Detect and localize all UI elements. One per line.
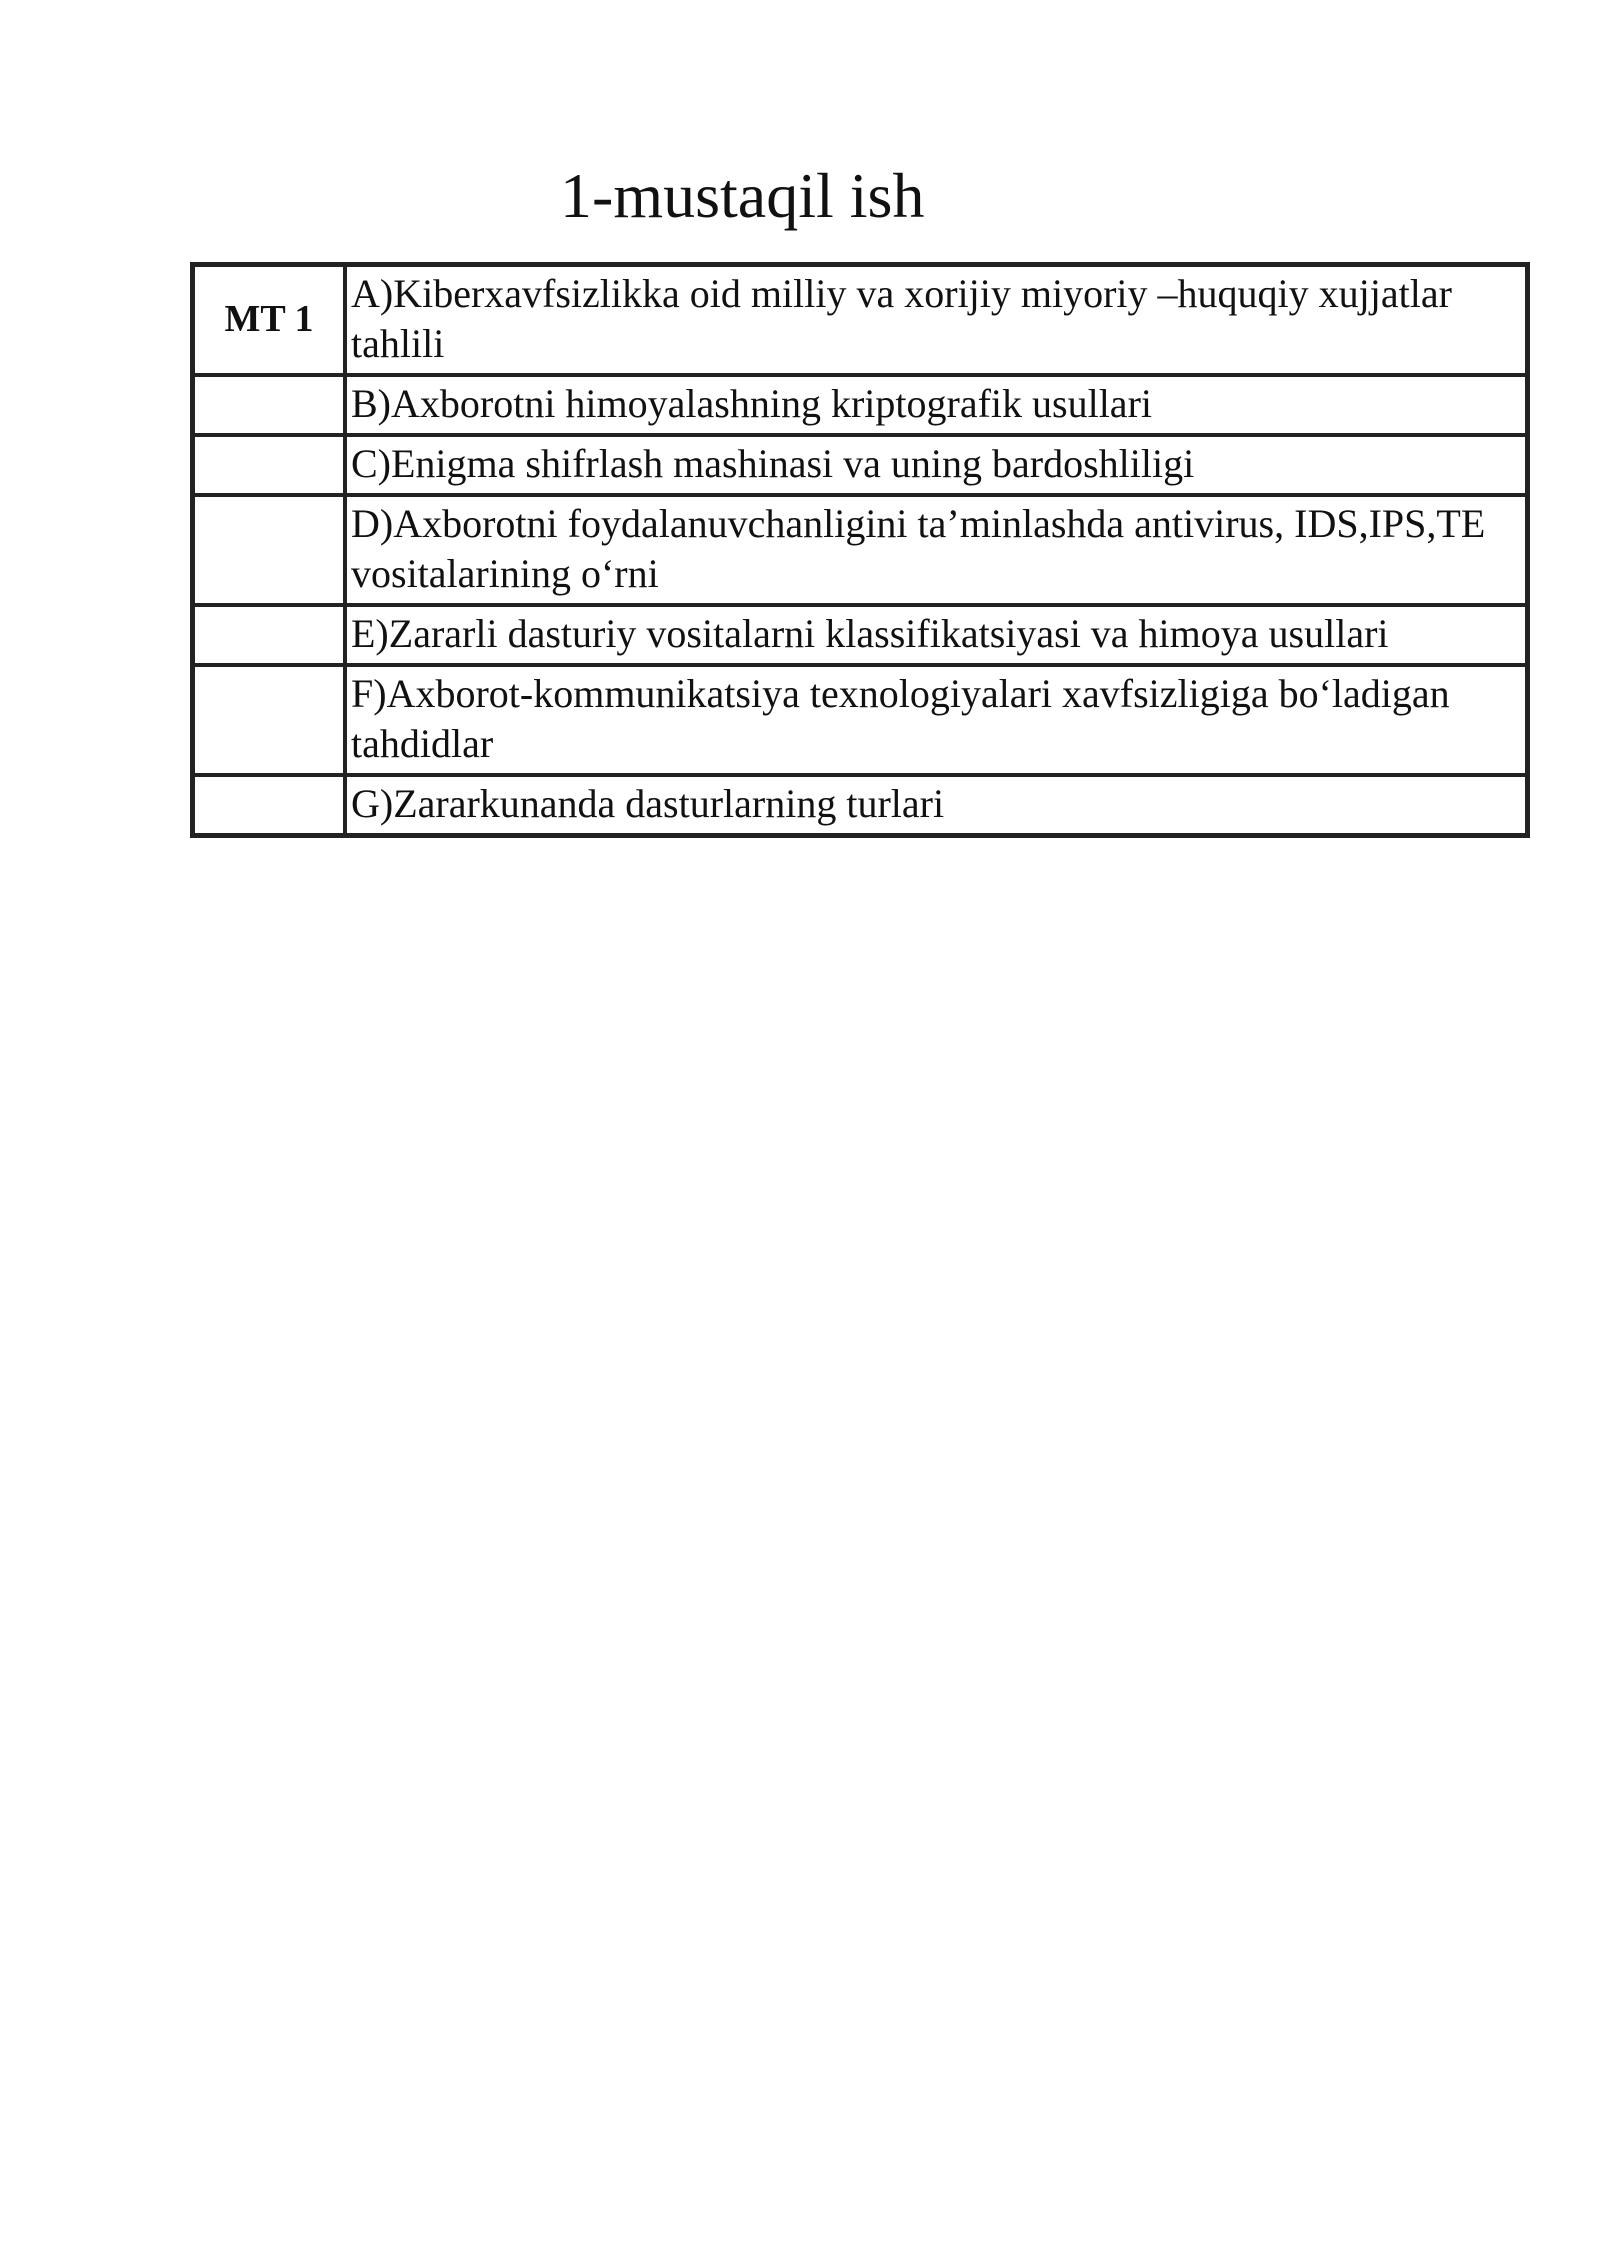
page-title: 1-mustaqil ish bbox=[560, 160, 925, 231]
topic-cell: B)Axborotni himoyalashning kriptografik usullari bbox=[345, 375, 1527, 435]
code-cell: MT 1 bbox=[193, 265, 345, 375]
table-row bbox=[193, 775, 1527, 835]
code-cell bbox=[193, 775, 345, 835]
table-row bbox=[193, 665, 1527, 775]
code-cell bbox=[193, 435, 345, 495]
code-cell bbox=[193, 665, 345, 775]
topic-cell: F)Axborot-kommunikatsiya texnologiyalari xavfsizligiga bo‘ladigan tahdidlar bbox=[345, 665, 1527, 775]
table-row bbox=[193, 605, 1527, 665]
table-row bbox=[193, 495, 1527, 605]
table-row bbox=[193, 265, 1527, 375]
code-cell bbox=[193, 605, 345, 665]
topic-cell: A)Kiberxavfsizlikka oid milliy va xorijiy miyoriy –huquqiy xujjatlar tahlili bbox=[345, 265, 1527, 375]
code-cell bbox=[193, 495, 345, 605]
topic-cell: D)Axborotni foydalanuvchanligini ta’minlashda antivirus, IDS,IPS,TE vositalarining o‘rni bbox=[345, 495, 1527, 605]
topics-table bbox=[190, 262, 1530, 838]
table-row bbox=[193, 375, 1527, 435]
topic-cell: G)Zararkunanda dasturlarning turlari bbox=[345, 775, 1527, 835]
table-row bbox=[193, 435, 1527, 495]
topic-cell: E)Zararli dasturiy vositalarni klassifikatsiyasi va himoya usullari bbox=[345, 605, 1527, 665]
code-cell bbox=[193, 375, 345, 435]
topic-cell: C)Enigma shifrlash mashinasi va uning bardoshliligi bbox=[345, 435, 1527, 495]
